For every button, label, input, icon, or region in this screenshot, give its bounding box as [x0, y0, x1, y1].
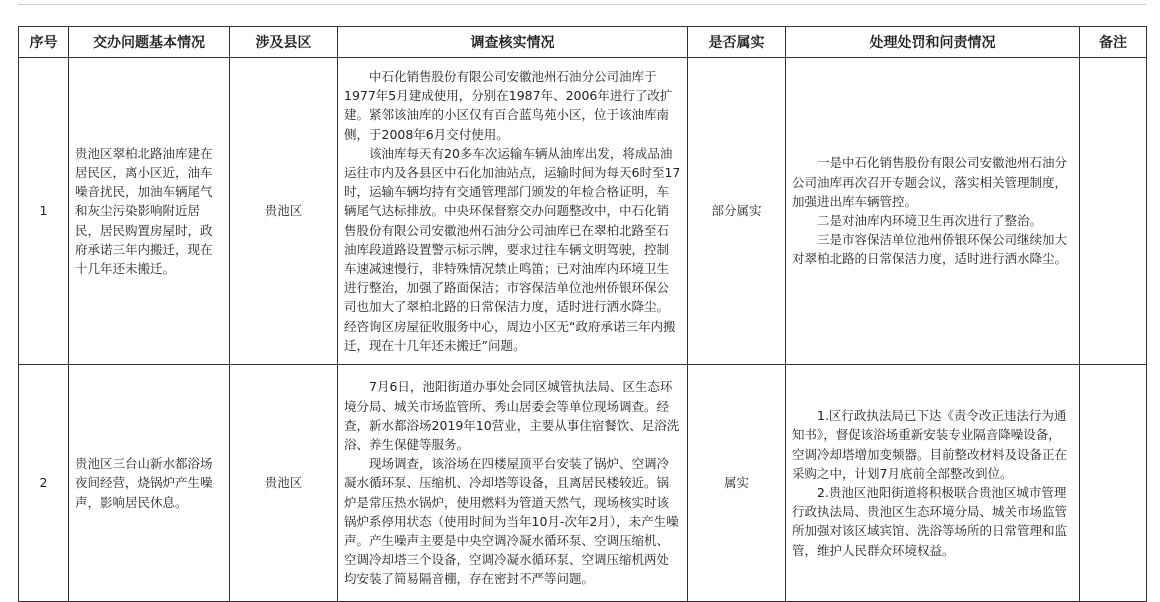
row-survey [338, 365, 688, 602]
header-survey: 调查核实情况 [338, 27, 688, 58]
row-handling [786, 365, 1080, 602]
row-seq: 1 [19, 58, 69, 365]
handling-paragraph: 三是市容保洁单位池州侨银环保公司继续加大对翠柏北路的日常保洁力度，适时进行洒水降尘。 [792, 232, 1068, 267]
survey-paragraph: 中石化销售股份有限公司安徽池州石油分公司油库于1977年5月建成使用，分别在1987年、2006年进行了改扩建。紧邻该油库的小区仅有百合蓝鸟苑小区，位于该油库南侧，于2008年6月交付使用。 [344, 68, 673, 142]
row-remarks [1080, 58, 1147, 365]
handling-paragraph: 一是中石化销售股份有限公司安徽池州石油分公司油库再次召开专题会议，落实相关管理制度，加强进出库车辆管控。 [792, 155, 1068, 209]
issue-table [18, 26, 1147, 602]
handling-paragraph: 二是对油库内环境卫生再次进行了整治。 [817, 213, 1043, 228]
row-survey [338, 58, 688, 365]
row-verified: 部分属实 [688, 58, 786, 365]
header-handling: 处理处罚和问责情况 [786, 27, 1080, 58]
row-verified: 属实 [688, 365, 786, 602]
header-seq: 序号 [19, 27, 69, 58]
table-row [19, 58, 1147, 365]
handling-paragraph: 1.区行政执法局已下达《责令改正违法行为通知书》，督促该浴场重新安装专业隔音降噪设备，空调冷却塔增加变频器。目前整改材料及设备正在采购之中，计划7月底前全部整改到位。 [792, 408, 1068, 481]
handling-paragraph: 2.贵池区池阳街道将积极联合贵池区城市管理行政执法局、贵池区生态环境分局、城关市场监管所加强对该区域宾馆、洗浴等场所的日常管理和监管，维护人民群众环境权益。 [792, 485, 1068, 558]
header-verified: 是否属实 [688, 27, 786, 58]
row-issue [69, 365, 230, 602]
issue-text: 贵池区翠柏北路油库建在居民区，离小区近，油车噪音扰民，加油车辆尾气和灰尘污染影响附近居民，居民购置房屋时，政府承诺三年内搬迁，现在十几年还未搬迁。 [75, 145, 213, 276]
row-county: 贵池区 [230, 365, 338, 602]
header-remarks: 备注 [1080, 27, 1147, 58]
header-row [19, 27, 1147, 58]
table-row [19, 365, 1147, 602]
survey-paragraph: 7月6日，池阳街道办事处会同区城管执法局、区生态环境分局、城关市场监管所、秀山居委会等单位现场调查。经查，新水都浴场2019年10营业，主要从事住宿餐饮、足浴洗浴、养生保健等服务。 [344, 379, 680, 452]
issue-text: 贵池区三台山新水都浴场夜间经营，烧锅炉产生噪声，影响居民休息。 [75, 456, 213, 510]
top-divider [18, 4, 1146, 5]
row-seq: 2 [19, 365, 69, 602]
header-county: 涉及县区 [230, 27, 338, 58]
header-issue: 交办问题基本情况 [69, 27, 230, 58]
row-issue [69, 58, 230, 365]
row-remarks [1080, 365, 1147, 602]
row-county: 贵池区 [230, 58, 338, 365]
survey-paragraph: 该油库每天有20多车次运输车辆从油库出发，将成品油运往市内及各县区中石化加油站点，运输时间为每天6时至17时，运输车辆均持有交通管理部门颁发的年检合格证明，车辆尾气达标排放。中央环保督察交办问题整改中，中石化销售股份有限公司安徽池州石油分公司油库已在翠柏北路至石油库段道路设置警示标示牌，要求过往车辆文明驾驶，控制车速减速慢行，非特殊情况禁止鸣笛；已对油库内环境卫生进行整治，加强了路面保洁；市容保洁单位池州侨银环保公司也加大了翠柏北路的日常保洁力度，适时进行洒水降尘。经咨询区房屋征收服务中心，周边小区无“政府承诺三年内搬迁，现在十几年还未搬迁”问题。 [344, 145, 681, 353]
survey-paragraph: 现场调查，该浴场在四楼屋顶平台安装了锅炉、空调冷凝水循环泵、压缩机、冷却塔等设备，且离居民楼较近。锅炉是常压热水锅炉，使用燃料为管道天然气，现场核实时该锅炉系停用状态（使用时间为当年10月-次年2月），未产生噪声。产生噪声主要是中央空调冷凝水循环泵、空调压缩机、空调冷却塔三个设备，空调冷凝水循环泵、空调压缩机两处均安装了简易隔音棚，存在密封不严等问题。 [344, 456, 679, 587]
row-handling [786, 58, 1080, 365]
